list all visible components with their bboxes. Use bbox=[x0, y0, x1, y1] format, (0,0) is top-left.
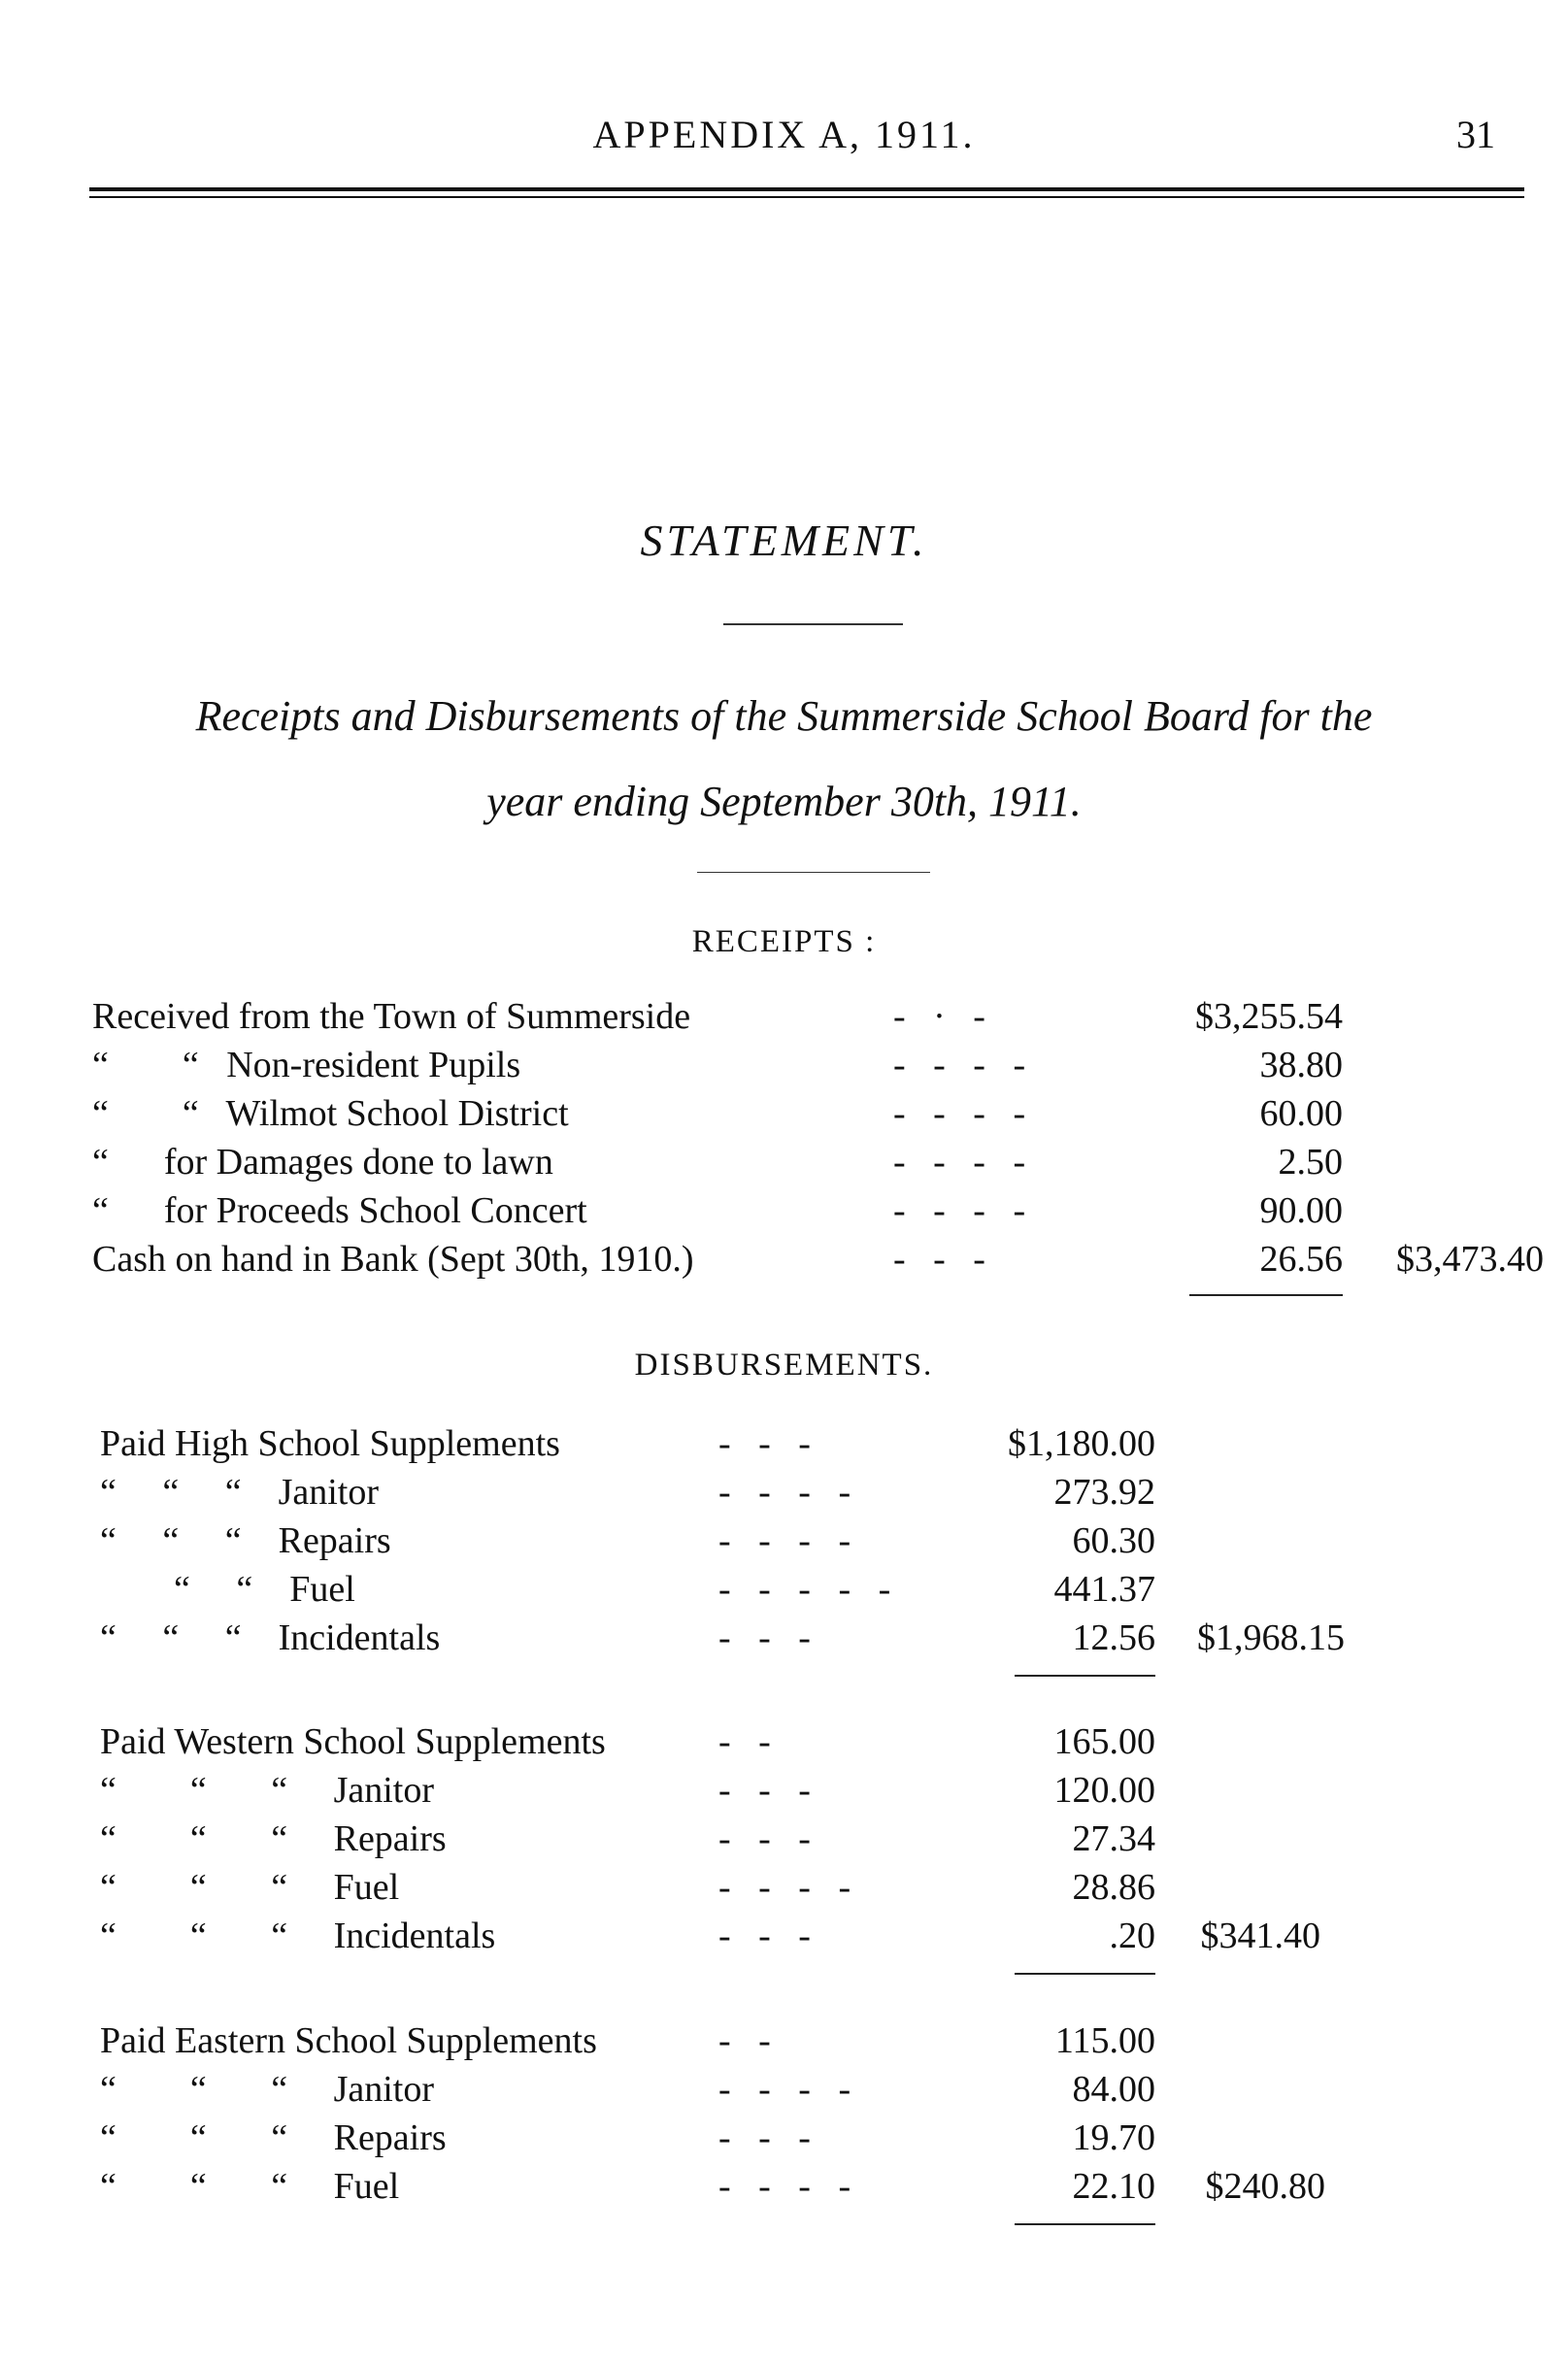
leader-dashes: - - - - bbox=[893, 1045, 1026, 1085]
row-total: $3,473.40 bbox=[1396, 1239, 1544, 1280]
high-school-underline bbox=[1015, 1675, 1155, 1677]
table-row bbox=[0, 995, 1568, 1044]
heading-divider bbox=[723, 623, 903, 625]
row-amount: 38.80 bbox=[1259, 1045, 1343, 1085]
row-label: “ “ “ Incidentals bbox=[100, 1617, 441, 1658]
table-row bbox=[0, 1568, 1568, 1616]
row-amount: 19.70 bbox=[1072, 2117, 1155, 2158]
leader-dashes: - - - bbox=[718, 1423, 811, 1464]
row-amount: 90.00 bbox=[1259, 1190, 1343, 1231]
row-amount: .20 bbox=[1109, 1916, 1155, 1956]
leader-dashes: - - - - bbox=[718, 1520, 851, 1561]
row-total: $240.80 bbox=[1205, 2166, 1325, 2207]
row-amount: 84.00 bbox=[1072, 2069, 1155, 2110]
row-amount: 22.10 bbox=[1072, 2166, 1155, 2207]
leader-dashes: - - bbox=[718, 1721, 771, 1762]
leader-dashes: - - - - bbox=[893, 1093, 1026, 1134]
row-amount: 165.00 bbox=[1053, 1721, 1155, 1762]
row-label: “ “ “ Repairs bbox=[100, 1818, 447, 1859]
row-amount: 273.92 bbox=[1053, 1472, 1155, 1513]
table-row bbox=[0, 1866, 1568, 1915]
row-label: “ for Damages done to lawn bbox=[92, 1142, 553, 1183]
row-label: “ “ “ Incidentals bbox=[100, 1916, 496, 1956]
row-amount: 2.50 bbox=[1278, 1142, 1343, 1183]
header-rule-thick bbox=[89, 187, 1524, 191]
row-label: “ “ “ Repairs bbox=[100, 2117, 447, 2158]
row-amount: 60.30 bbox=[1072, 1520, 1155, 1561]
table-row bbox=[0, 1720, 1568, 1769]
row-total: $341.40 bbox=[1200, 1916, 1320, 1956]
row-amount: 115.00 bbox=[1054, 2020, 1155, 2061]
row-amount: 12.56 bbox=[1072, 1617, 1155, 1658]
leader-dashes: - - - bbox=[893, 1239, 985, 1280]
leader-dashes: - - - - bbox=[718, 2069, 851, 2110]
row-amount: 441.37 bbox=[1053, 1569, 1155, 1610]
leader-dashes: - - - bbox=[718, 1770, 811, 1811]
leader-dashes: - · - bbox=[893, 996, 985, 1037]
table-row bbox=[0, 1817, 1568, 1866]
leader-dashes: - - - - bbox=[893, 1190, 1026, 1231]
receipts-underline bbox=[1189, 1294, 1343, 1296]
statement-subtitle-line2: year ending September 30th, 1911. bbox=[486, 778, 1082, 825]
leader-dashes: - - - - bbox=[718, 2166, 851, 2207]
row-label: “ “ Fuel bbox=[100, 1569, 355, 1610]
statement-heading: STATEMENT. bbox=[640, 516, 928, 565]
row-amount: $3,255.54 bbox=[1195, 996, 1343, 1037]
row-amount: $1,180.00 bbox=[1008, 1423, 1155, 1464]
row-label: “ “ “ Fuel bbox=[100, 2166, 400, 2207]
row-label: “ for Proceeds School Concert bbox=[92, 1190, 587, 1231]
row-total: $1,968.15 bbox=[1197, 1617, 1345, 1658]
table-row bbox=[0, 1092, 1568, 1141]
table-row bbox=[0, 1519, 1568, 1568]
table-row bbox=[0, 1141, 1568, 1189]
row-amount: 60.00 bbox=[1259, 1093, 1343, 1134]
table-row bbox=[0, 1238, 1568, 1286]
table-row bbox=[0, 2019, 1568, 2068]
table-row bbox=[0, 2068, 1568, 2116]
western-school-underline bbox=[1015, 1973, 1155, 1975]
row-label: “ “ “ Janitor bbox=[100, 1770, 435, 1811]
leader-dashes: - - - - bbox=[718, 1472, 851, 1513]
row-amount: 27.34 bbox=[1072, 1818, 1155, 1859]
table-row bbox=[0, 1422, 1568, 1471]
row-label: Received from the Town of Summerside bbox=[92, 996, 691, 1037]
row-label: “ “ Wilmot School District bbox=[92, 1093, 569, 1134]
row-label: Paid Eastern School Supplements bbox=[100, 2020, 597, 2061]
disbursements-title: DISBURSEMENTS. bbox=[634, 1348, 934, 1383]
table-row bbox=[0, 1769, 1568, 1817]
leader-dashes: - - - - bbox=[893, 1142, 1026, 1183]
table-row bbox=[0, 1915, 1568, 1963]
leader-dashes: - - - bbox=[718, 1617, 811, 1658]
row-label: Paid High School Supplements bbox=[100, 1423, 560, 1464]
row-label: “ “ Non-resident Pupils bbox=[92, 1045, 521, 1085]
leader-dashes: - - - - - bbox=[718, 1569, 891, 1610]
statement-subtitle-line1: Receipts and Disbursements of the Summerside School Board for the bbox=[195, 692, 1373, 740]
row-label: “ “ “ Repairs bbox=[100, 1520, 391, 1561]
table-row bbox=[0, 1044, 1568, 1092]
table-row bbox=[0, 1189, 1568, 1238]
row-label: “ “ “ Janitor bbox=[100, 2069, 435, 2110]
table-row bbox=[0, 2116, 1568, 2165]
leader-dashes: - - bbox=[718, 2020, 771, 2061]
receipts-title: RECEIPTS : bbox=[691, 924, 877, 959]
row-amount: 26.56 bbox=[1259, 1239, 1343, 1280]
table-row bbox=[0, 1471, 1568, 1519]
leader-dashes: - - - bbox=[718, 1916, 811, 1956]
table-row bbox=[0, 1616, 1568, 1665]
leader-dashes: - - - bbox=[718, 2117, 811, 2158]
eastern-school-underline bbox=[1015, 2223, 1155, 2225]
running-header: APPENDIX A, 1911. bbox=[592, 113, 976, 156]
row-amount: 28.86 bbox=[1072, 1867, 1155, 1908]
row-label: Paid Western School Supplements bbox=[100, 1721, 606, 1762]
row-label: “ “ “ Janitor bbox=[100, 1472, 380, 1513]
leader-dashes: - - - - bbox=[718, 1867, 851, 1908]
table-row bbox=[0, 2165, 1568, 2214]
row-amount: 120.00 bbox=[1053, 1770, 1155, 1811]
leader-dashes: - - - bbox=[718, 1818, 811, 1859]
page-number: 31 bbox=[1456, 113, 1495, 156]
row-label: “ “ “ Fuel bbox=[100, 1867, 400, 1908]
row-label: Cash on hand in Bank (Sept 30th, 1910.) bbox=[92, 1239, 694, 1280]
header-rule-thin bbox=[89, 196, 1524, 198]
subtitle-divider bbox=[697, 872, 930, 873]
